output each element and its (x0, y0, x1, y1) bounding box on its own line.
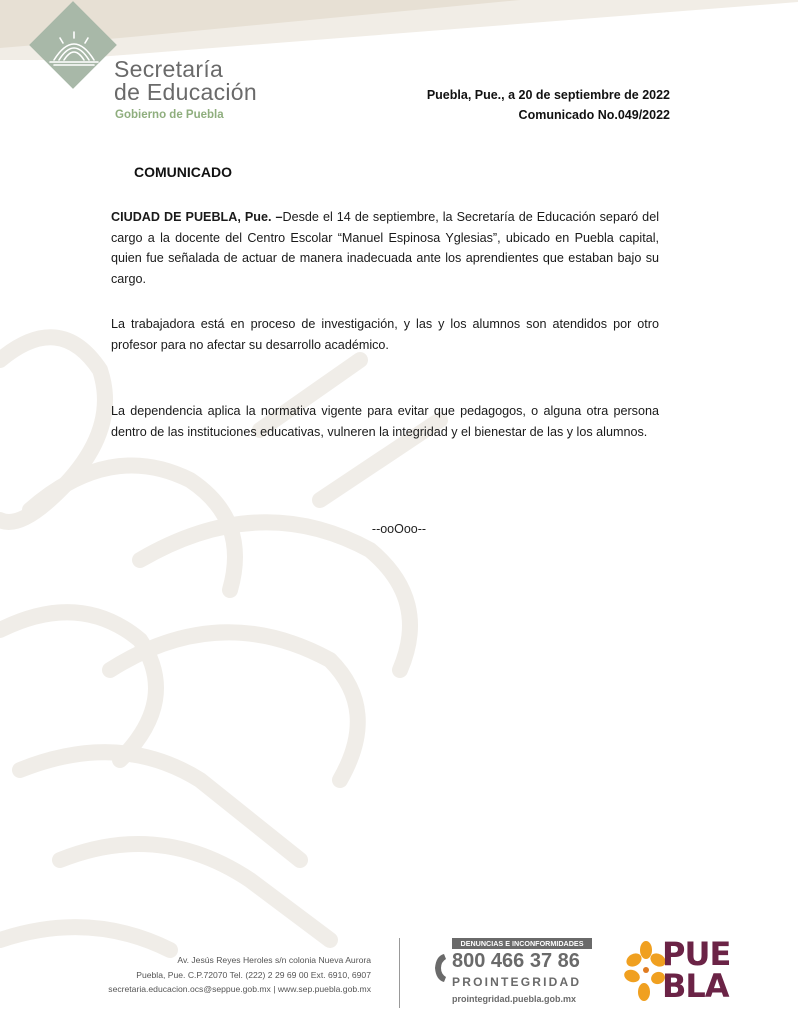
document-heading: COMUNICADO (134, 164, 232, 180)
prointegridad-name: PROINTEGRIDAD (452, 975, 582, 989)
prointegridad-header: DENUNCIAS E INCONFORMIDADES (452, 938, 592, 949)
communique-number: Comunicado No.049/2022 (518, 108, 670, 122)
sep-emblem-icon (38, 22, 110, 78)
paragraph-3: La dependencia aplica la normativa vigente para evitar que pedagogos, o alguna otra persona dentro de las instituciones educativas, vulneren la integridad y el bienestar de las y los alumnos. (111, 404, 659, 439)
paragraph-1 (111, 207, 659, 289)
footer-divider (399, 938, 400, 1008)
paragraph-1-lead: CIUDAD DE PUEBLA, Pue. – (111, 210, 283, 224)
prointegridad-url: prointegridad.puebla.gob.mx (452, 994, 577, 1004)
puebla-logo-line2: BLA (662, 967, 729, 1005)
brand-title-line2: de Educación (114, 79, 257, 105)
prointegridad-phone: 800 466 37 86 (452, 950, 580, 972)
header-band (0, 0, 798, 60)
dateline: Puebla, Pue., a 20 de septiembre de 2022 (426, 88, 670, 102)
paragraph-2: La trabajadora está en proceso de investigación, y las y los alumnos son atendidos por otro profesor para no afectar su desarrollo académico. (111, 317, 659, 352)
address-line-1: Av. Jesús Reyes Heroles s/n colonia Nueva Aurora (177, 955, 371, 965)
brand-subtitle: Gobierno de Puebla (115, 109, 224, 121)
puebla-logo-line1: PUE (662, 935, 731, 973)
paragraph-1-text: Desde el 14 de septiembre, la Secretaría de Educación separó del cargo a la docente del Centro Escolar “Manuel Espinosa Yglesias”, ubicado en Puebla capital, quien fue señalada de actuar de manera inadecuada ante los aprendientes que estaban bajo su cargo. (111, 210, 659, 286)
puebla-logo (624, 935, 739, 1006)
address-line-3: secretaria.educacion.ocs@seppue.gob.mx | www.sep.puebla.gob.mx (108, 984, 371, 994)
prointegridad-block (430, 938, 592, 1008)
phone-icon (430, 950, 450, 986)
address-line-2: Puebla, Pue. C.P.72070 Tel. (222) 2 29 69 00 Ext. 6910, 6907 (136, 969, 371, 980)
brand-title-line1: Secretaría (114, 56, 224, 82)
closing-mark: --ooOoo-- (371, 522, 427, 536)
footer-address (108, 953, 371, 997)
